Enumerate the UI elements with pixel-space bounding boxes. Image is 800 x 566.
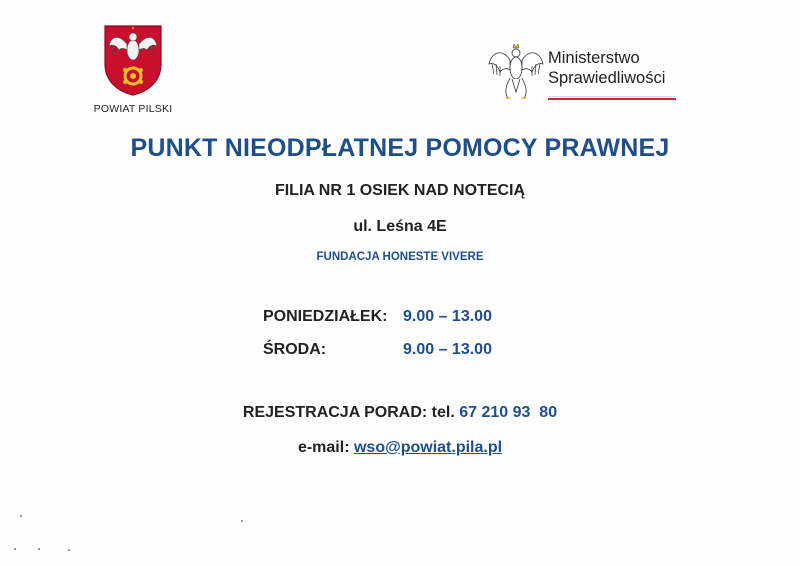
- hours-day: ŚRODA:: [263, 341, 327, 358]
- hours-day: PONIEDZIAŁEK:: [263, 308, 388, 325]
- powiat-label: POWIAT PILSKI: [93, 103, 173, 115]
- registration-label: REJESTRACJA PORAD: tel.: [242, 404, 455, 421]
- email-line: [0, 439, 800, 457]
- scan-speck: [20, 515, 22, 517]
- branch-name: FILIA NR 1 OSIEK NAD NOTECIĄ: [274, 182, 526, 199]
- ministry-name: [548, 48, 665, 88]
- hours-row-wednesday: [263, 341, 492, 359]
- flag-stripe: [548, 96, 676, 100]
- ministry-line1: Ministerstwo: [548, 49, 640, 67]
- foundation-name: FUNDACJA HONESTE VIVERE: [316, 251, 484, 263]
- scan-speck: [241, 520, 243, 522]
- phone-number: 67 210 93 80: [459, 404, 558, 421]
- hours-time: 9.00 – 13.00: [403, 341, 492, 358]
- scan-speck: [38, 548, 40, 550]
- hours-row-monday: [263, 308, 492, 326]
- registration-line: [0, 404, 800, 422]
- email-link[interactable]: wso@powiat.pila.pl: [353, 439, 503, 456]
- street-address: ul. Leśna 4E: [353, 218, 447, 235]
- scan-speck: [14, 548, 16, 550]
- hours-time: 9.00 – 13.00: [403, 308, 492, 325]
- email-label: e-mail:: [297, 439, 350, 456]
- page-title: PUNKT NIEODPŁATNEJ POMOCY PRAWNEJ: [130, 134, 670, 162]
- scan-speck: [68, 549, 70, 551]
- white-eagle-icon: [486, 42, 546, 102]
- coat-of-arms-icon: [103, 24, 163, 96]
- ministry-line2: Sprawiedliwości: [548, 69, 666, 87]
